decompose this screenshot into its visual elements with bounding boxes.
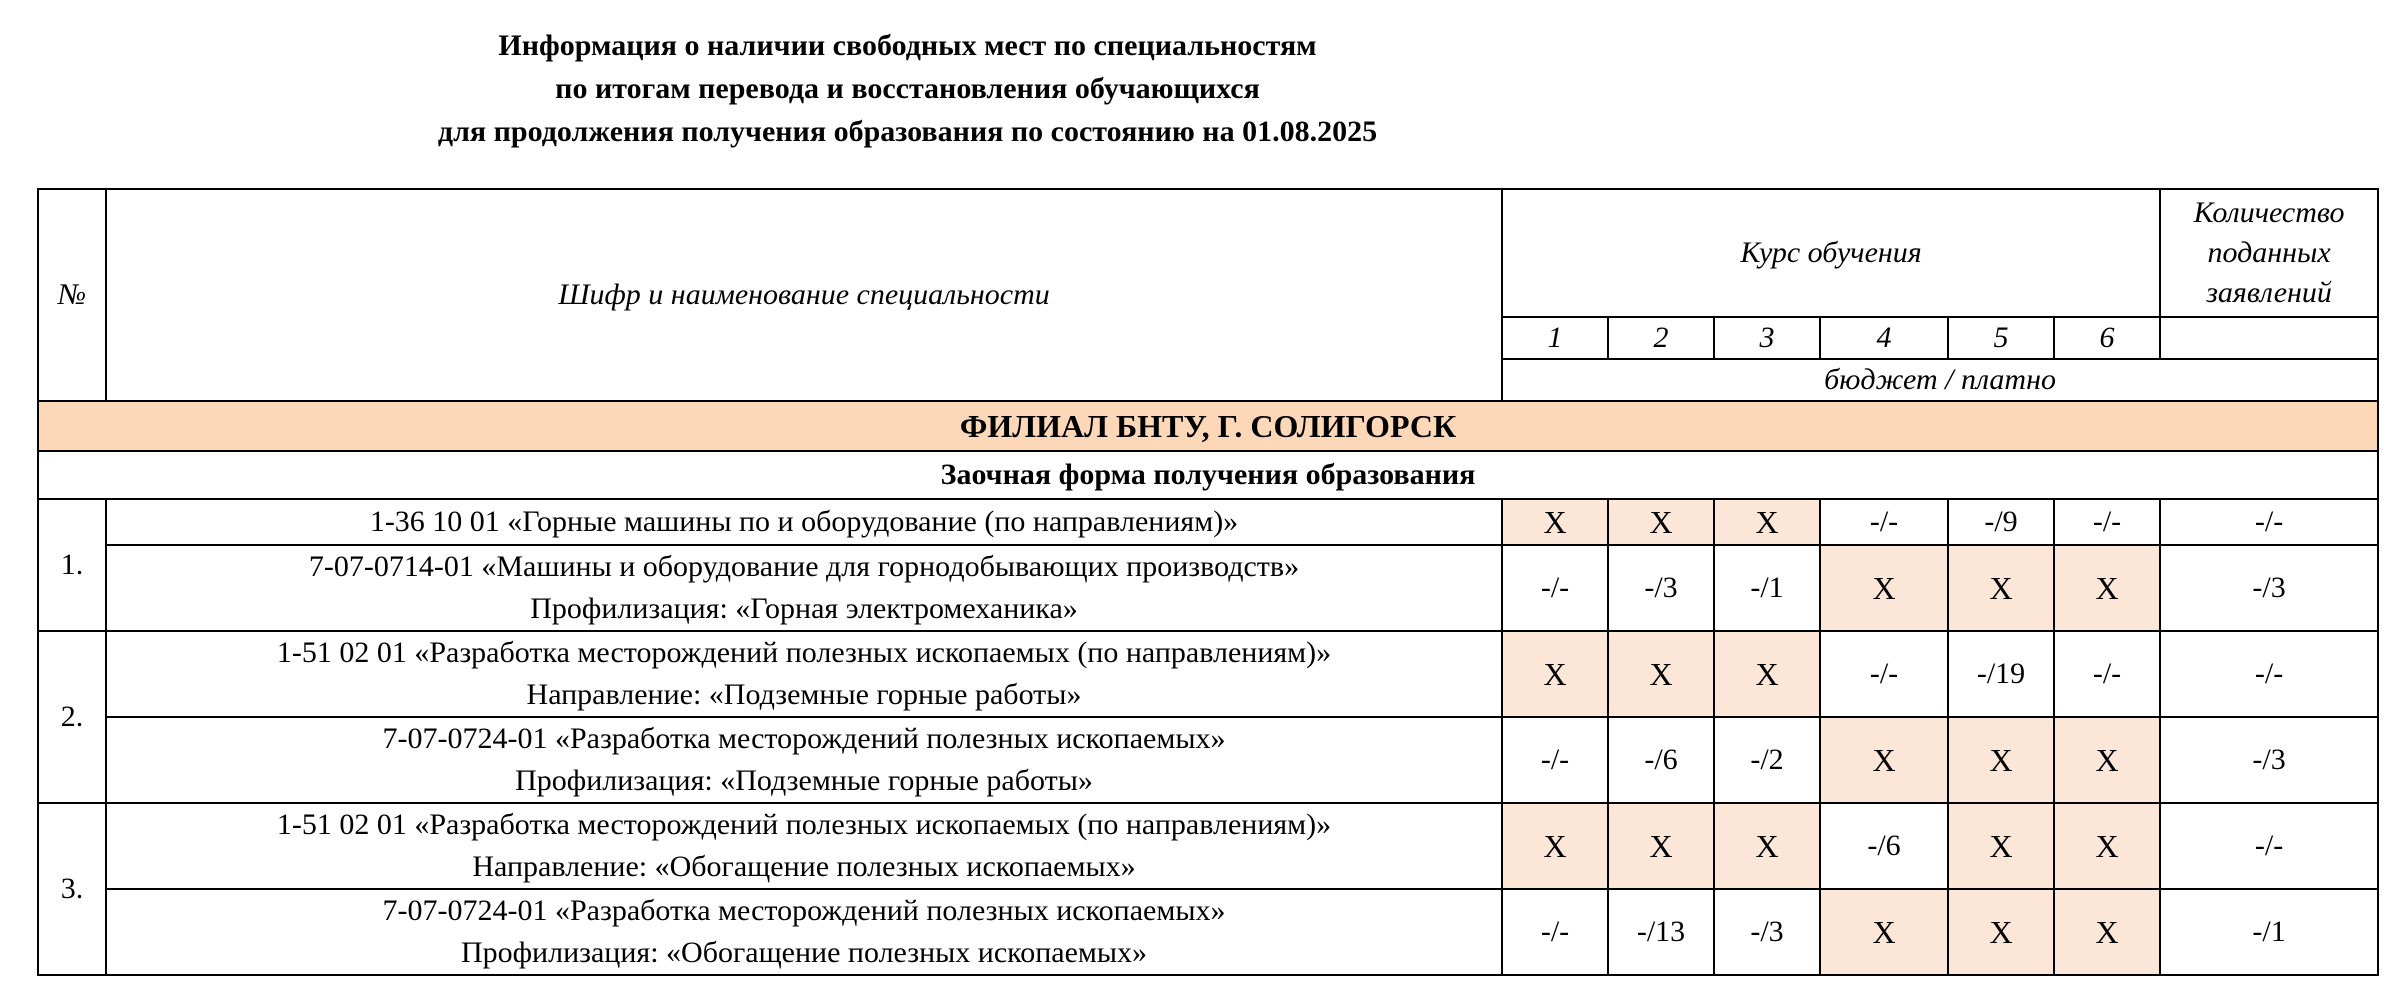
course-1-cell: -/-: [1502, 889, 1608, 975]
document-title: [0, 24, 1815, 153]
course-6-cell: X: [2054, 803, 2160, 889]
header-specialty: Шифр и наименование специальности: [106, 189, 1502, 401]
course-5-cell: X: [1948, 803, 2054, 889]
title-line-3: для продолжения получения образования по состоянию на 01.08.2025: [437, 115, 1378, 148]
course-1-cell: -/-: [1502, 717, 1608, 803]
header-course: Курс обучения: [1502, 189, 2160, 317]
specialty-cell: [106, 545, 1502, 631]
course-3-cell: X: [1714, 803, 1820, 889]
header-count-line-3: заявлений: [2206, 276, 2332, 309]
course-3-cell: X: [1714, 499, 1820, 545]
specialty-profile: Профилизация: «Подземные горные работы»: [515, 764, 1093, 797]
row-number: 3.: [38, 803, 106, 975]
applications-count-cell: -/-: [2160, 803, 2378, 889]
header-count-line-1: Количество: [2193, 196, 2345, 229]
course-4-cell: -/-: [1820, 499, 1948, 545]
study-form-row: Заочная форма получения образования: [38, 451, 2378, 499]
course-6-cell: -/-: [2054, 631, 2160, 717]
specialty-profile: Профилизация: «Обогащение полезных ископаемых»: [460, 936, 1148, 969]
course-6-cell: X: [2054, 717, 2160, 803]
specialty-code-name: 1-51 02 01 «Разработка месторождений полезных ископаемых (по направлениям)»: [276, 636, 1332, 669]
groups-body: [38, 499, 2378, 975]
table-row: [38, 499, 2378, 545]
course-3-cell: -/2: [1714, 717, 1820, 803]
header-course-3: 3: [1714, 317, 1820, 359]
course-2-cell: X: [1608, 803, 1714, 889]
applications-count-cell: -/3: [2160, 545, 2378, 631]
course-1-cell: X: [1502, 499, 1608, 545]
course-4-cell: X: [1820, 717, 1948, 803]
course-5-cell: X: [1948, 889, 2054, 975]
header-applications-count: [2160, 189, 2378, 317]
table-row: [38, 803, 2378, 889]
course-6-cell: -/-: [2054, 499, 2160, 545]
course-6-cell: X: [2054, 545, 2160, 631]
specialty-code-name: 7-07-0724-01 «Разработка месторождений полезных ископаемых»: [382, 722, 1226, 755]
specialty-cell: [106, 631, 1502, 717]
header-course-6: 6: [2054, 317, 2160, 359]
applications-count-cell: -/1: [2160, 889, 2378, 975]
specialty-cell: [106, 499, 1502, 545]
specialty-cell: [106, 717, 1502, 803]
header-course-5: 5: [1948, 317, 2054, 359]
course-4-cell: X: [1820, 889, 1948, 975]
vacancies-table: [37, 188, 2379, 976]
course-3-cell: X: [1714, 631, 1820, 717]
row-number: 2.: [38, 631, 106, 803]
specialty-code-name: 7-07-0724-01 «Разработка месторождений полезных ископаемых»: [382, 894, 1226, 927]
table-row: [38, 545, 2378, 631]
specialty-profile: Профилизация: «Горная электромеханика»: [530, 592, 1078, 625]
header-num: №: [38, 189, 106, 401]
row-number: 1.: [38, 499, 106, 631]
specialty-cell: [106, 803, 1502, 889]
course-3-cell: -/1: [1714, 545, 1820, 631]
header-course-1: 1: [1502, 317, 1608, 359]
specialty-code-name: 1-51 02 01 «Разработка месторождений полезных ископаемых (по направлениям)»: [276, 808, 1332, 841]
header-course-4: 4: [1820, 317, 1948, 359]
specialty-code-name: 1-36 10 01 «Горные машины по и оборудование (по направлениям)»: [369, 505, 1239, 538]
specialty-code-name: 7-07-0714-01 «Машины и оборудование для горнодобывающих производств»: [308, 550, 1300, 583]
course-2-cell: -/13: [1608, 889, 1714, 975]
course-4-cell: -/-: [1820, 631, 1948, 717]
title-line-1: Информация о наличии свободных мест по специальностям: [498, 29, 1317, 62]
course-4-cell: X: [1820, 545, 1948, 631]
branch-row: ФИЛИАЛ БНТУ, Г. СОЛИГОРСК: [38, 401, 2378, 451]
table-row: [38, 717, 2378, 803]
header-blank-cell: [2160, 317, 2378, 359]
course-1-cell: X: [1502, 631, 1608, 717]
specialty-cell: [106, 889, 1502, 975]
header-course-2: 2: [1608, 317, 1714, 359]
applications-count-cell: -/-: [2160, 499, 2378, 545]
applications-count-cell: -/3: [2160, 717, 2378, 803]
specialty-profile: Направление: «Обогащение полезных ископаемых»: [472, 850, 1136, 883]
course-3-cell: -/3: [1714, 889, 1820, 975]
course-1-cell: -/-: [1502, 545, 1608, 631]
course-2-cell: -/6: [1608, 717, 1714, 803]
course-1-cell: X: [1502, 803, 1608, 889]
course-2-cell: X: [1608, 631, 1714, 717]
course-5-cell: -/9: [1948, 499, 2054, 545]
specialty-profile: Направление: «Подземные горные работы»: [526, 678, 1082, 711]
course-2-cell: X: [1608, 499, 1714, 545]
title-line-2: по итогам перевода и восстановления обучающихся: [555, 72, 1260, 105]
table-row: [38, 889, 2378, 975]
header-budget-paid: бюджет / платно: [1502, 359, 2378, 401]
course-6-cell: X: [2054, 889, 2160, 975]
applications-count-cell: -/-: [2160, 631, 2378, 717]
course-5-cell: -/19: [1948, 631, 2054, 717]
course-4-cell: -/6: [1820, 803, 1948, 889]
table-row: [38, 631, 2378, 717]
course-5-cell: X: [1948, 717, 2054, 803]
course-5-cell: X: [1948, 545, 2054, 631]
header-count-line-2: поданных: [2207, 236, 2331, 269]
course-2-cell: -/3: [1608, 545, 1714, 631]
